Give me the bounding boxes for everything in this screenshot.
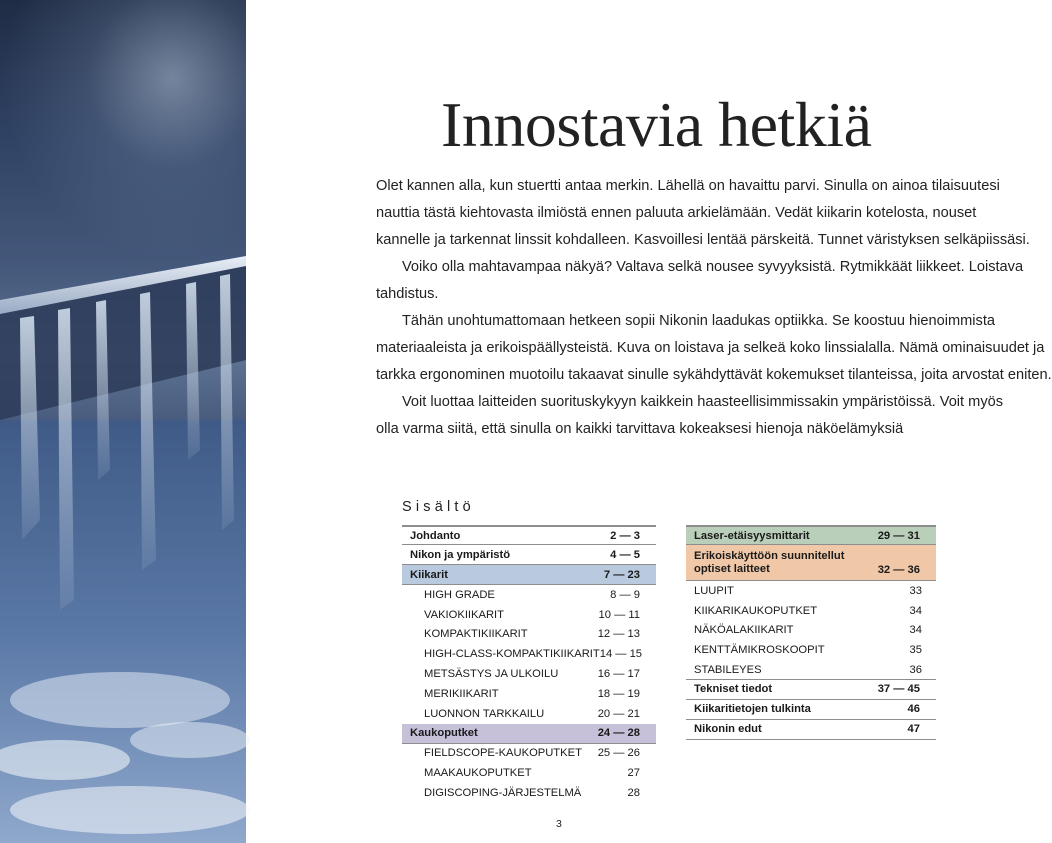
toc-subentry[interactable] bbox=[686, 601, 936, 621]
toc-pages: 8 — 9 bbox=[610, 588, 640, 601]
toc-left-column bbox=[402, 525, 656, 803]
toc-label: MERIKIIKARIT bbox=[424, 687, 499, 700]
toc-subentry[interactable] bbox=[686, 621, 936, 641]
toc-label: STABILEYES bbox=[694, 663, 762, 676]
toc-pages: 25 — 26 bbox=[597, 747, 640, 760]
paragraph-line: Olet kannen alla, kun stuertti antaa merkin. Lähellä on havaittu parvi. Sinulla on ainoa tilaisuutesi bbox=[376, 178, 1000, 194]
toc-entry[interactable] bbox=[402, 525, 656, 545]
toc-label: MAAKAUKOPUTKET bbox=[424, 767, 532, 780]
toc-label: VAKIOKIIKARIT bbox=[424, 608, 504, 621]
toc-label: Nikonin edut bbox=[694, 723, 762, 736]
toc-pages: 32 — 36 bbox=[877, 564, 920, 576]
toc-section-laser[interactable] bbox=[686, 525, 936, 545]
toc-pages: 34 bbox=[909, 604, 922, 617]
toc-pages: 29 — 31 bbox=[877, 529, 920, 542]
paragraph-line: Voit luottaa laitteiden suorituskykyyn kaikkein haasteellisimmissakin ympäristöissä. Voit myös bbox=[402, 394, 1004, 410]
toc-pages: 28 bbox=[627, 787, 640, 800]
toc-subentry[interactable] bbox=[402, 783, 656, 803]
toc-entry[interactable] bbox=[686, 720, 936, 740]
toc-heading: Sisältö bbox=[402, 499, 475, 515]
toc-label: Johdanto bbox=[410, 529, 461, 542]
toc-label: Kiikaritietojen tulkinta bbox=[694, 703, 811, 716]
toc-subentry[interactable] bbox=[686, 581, 936, 601]
toc-pages: 12 — 13 bbox=[597, 628, 640, 641]
paragraph-line: materiaaleista ja erikoispäällysteistä. Kuva on loistava ja selkeä koko linssialalla. Nämä ominaisuudet ja bbox=[376, 340, 1045, 356]
page-title: Innostavia hetkiä bbox=[441, 89, 872, 160]
toc-label: METSÄSTYS JA ULKOILU bbox=[424, 668, 559, 681]
paragraph-line: Tähän unohtumattomaan hetkeen sopii Nikonin laadukas optiikka. Se koostuu hienoimmista bbox=[402, 313, 996, 329]
toc-pages: 4 — 5 bbox=[610, 548, 640, 561]
toc-right-column bbox=[686, 525, 936, 740]
toc-subentry[interactable] bbox=[402, 684, 656, 704]
toc-label: FIELDSCOPE-KAUKOPUTKET bbox=[424, 747, 582, 760]
toc-label-line: optiset laitteet bbox=[694, 563, 770, 575]
toc-pages: 36 bbox=[909, 663, 922, 676]
water-illustration bbox=[0, 0, 246, 843]
paragraph-line: nauttia tästä kiehtovasta ilmiöstä ennen paluuta arkielämään. Vedät kiikarin kotelosta, nouset bbox=[376, 205, 977, 221]
page-number: 3 bbox=[556, 818, 562, 830]
paragraph-line: tarkka ergonominen muotoilu takaavat sinulle sykähdyttävät kokemukset tilanteissa, joita arvostat eniten. bbox=[376, 367, 1052, 383]
toc-label: KENTTÄMIKROSKOOPIT bbox=[694, 644, 825, 657]
toc-label: Kiikarit bbox=[410, 568, 448, 581]
toc-label bbox=[694, 550, 844, 576]
toc-pages: 33 bbox=[909, 584, 922, 597]
toc-pages: 14 — 15 bbox=[599, 648, 643, 661]
toc-entry[interactable] bbox=[686, 680, 936, 700]
toc-label: KOMPAKTIKIIKARIT bbox=[424, 628, 528, 641]
paragraph-line: olla varma siitä, että sinulla on kaikki tarvittava kokeaksesi hienoja näköelämyksiä bbox=[376, 421, 904, 437]
toc-pages: 35 bbox=[909, 644, 922, 657]
toc-label: LUUPIT bbox=[694, 584, 734, 597]
paragraph-line: kannelle ja tarkennat linssit kohdalleen. Kasvoillesi lentää pärskeitä. Tunnet väristyksen selkäpiissäsi. bbox=[376, 232, 1030, 248]
toc-pages: 2 — 3 bbox=[610, 529, 640, 542]
toc-label: NÄKÖALAKIIKARIT bbox=[694, 624, 794, 637]
toc-subentry[interactable] bbox=[402, 644, 656, 664]
paragraph-line: tahdistus. bbox=[376, 286, 439, 302]
toc-pages: 37 — 45 bbox=[877, 683, 920, 696]
toc-label: Laser-etäisyysmittarit bbox=[694, 529, 810, 542]
toc-subentry[interactable] bbox=[402, 625, 656, 645]
toc-pages: 18 — 19 bbox=[597, 687, 640, 700]
toc-subentry[interactable] bbox=[686, 640, 936, 660]
toc-pages: 24 — 28 bbox=[597, 727, 640, 740]
toc-label: HIGH GRADE bbox=[424, 588, 495, 601]
toc-entry[interactable] bbox=[402, 545, 656, 565]
toc-subentry[interactable] bbox=[402, 605, 656, 625]
toc-pages: 46 bbox=[907, 703, 920, 716]
toc-label: DIGISCOPING-JÄRJESTELMÄ bbox=[424, 787, 582, 800]
toc-pages: 20 — 21 bbox=[597, 707, 640, 720]
toc-section-special-optics[interactable] bbox=[686, 545, 936, 581]
toc-label: HIGH-CLASS-KOMPAKTIKIIKARIT bbox=[424, 648, 600, 661]
toc-section-kaukoputket[interactable] bbox=[402, 724, 656, 744]
toc-pages: 10 — 11 bbox=[598, 608, 640, 621]
toc-subentry[interactable] bbox=[686, 660, 936, 680]
toc-pages: 34 bbox=[909, 624, 922, 637]
toc-subentry[interactable] bbox=[402, 704, 656, 724]
toc-pages: 47 bbox=[907, 723, 920, 736]
toc-pages: 27 bbox=[627, 767, 640, 780]
toc-section-kiikarit[interactable] bbox=[402, 565, 656, 585]
toc-subentry[interactable] bbox=[402, 744, 656, 764]
toc-label: Tekniset tiedot bbox=[694, 683, 773, 696]
toc-subentry[interactable] bbox=[402, 763, 656, 783]
toc-label: Nikon ja ympäristö bbox=[410, 548, 511, 561]
toc-subentry[interactable] bbox=[402, 664, 656, 684]
toc-pages: 7 — 23 bbox=[603, 568, 640, 581]
paragraph-line: Voiko olla mahtavampaa näkyä? Valtava selkä nousee syvyyksistä. Rytmikkäät liikkeet. Loistava bbox=[402, 259, 1024, 275]
intro-paragraph bbox=[376, 173, 1052, 443]
toc-label-line: Erikoiskäyttöön suunnitellut bbox=[694, 550, 845, 562]
toc-label: Kaukoputket bbox=[410, 727, 478, 740]
toc-subentry[interactable] bbox=[402, 585, 656, 605]
toc-entry[interactable] bbox=[686, 700, 936, 720]
toc-pages: 16 — 17 bbox=[597, 668, 640, 681]
toc-label: KIIKARIKAUKOPUTKET bbox=[694, 604, 818, 617]
toc-label: LUONNON TARKKAILU bbox=[424, 707, 545, 720]
water-photo bbox=[0, 0, 246, 843]
